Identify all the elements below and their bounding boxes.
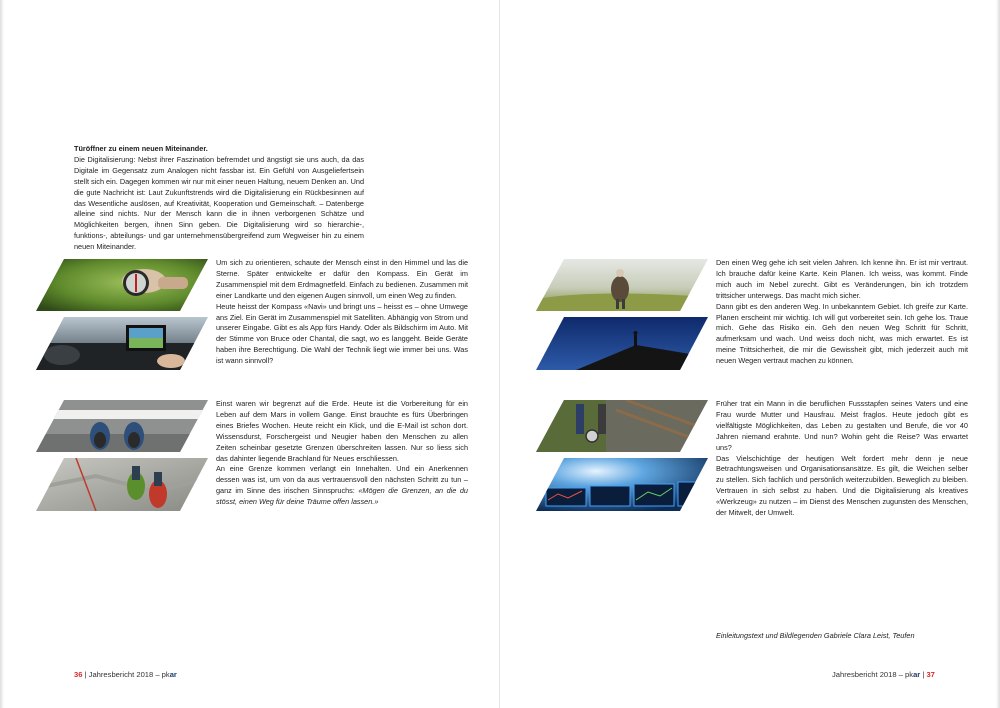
right-block-2-para-2: Das Vielschichtige der heutigen Welt fordert mehr denn je neue Betrachtungsweisen und Organisationsansätze. Es gilt, die Weichen selber zu stellen. Sich fachlich und persönlich weiterzubilden. Beweglich zu bleiben. Vertrauen in sich selbst zu haben. Und die Digitalisierung als kreatives «Werkzeug» zu nutzen – im Dienst des Menschen zugunsten des Menschen, der Mitwelt, der Umwelt. [716, 453, 968, 518]
trading-screens-photo [536, 458, 708, 511]
page-fold [499, 0, 500, 708]
left-block-1-para-2: Heute heisst der Kompass «Navi» und bringt uns – heisst es – ohne Umwege ans Ziel. Ein Gerät im Zusammenspiel mit Satelliten. Abhängig von Strom und unserer Eingabe. Gibt es als App fürs Handy. Oder als Bildschirm im Auto. Mit der Stimme von Bruce oder Chantal, die sagt, wo es langgeht. Beide Geräte haben ihre Berechtigung. Die Wahl der Technik liegt wie immer bei uns. Was ist wann sinnvoll? [216, 301, 468, 366]
railway-tracks-photo [536, 400, 708, 452]
folio-left-text: | Jahresbericht 2018 – pk [82, 670, 170, 679]
image-credit: Einleitungstext und Bildlegenden Gabriele Clara Leist, Teufen [716, 631, 915, 640]
compass-photo [36, 259, 208, 311]
page-number-right: 37 [926, 670, 935, 679]
climbing-shoes-photo [36, 458, 208, 511]
left-block-2-para-2 [216, 464, 468, 508]
right-block-2-para-1: Früher trat ein Mann in die beruflichen Fussstapfen seines Vaters und eine Frau wurde Mutter und Hausfrau. Meist fraglos. Heute jedoch gibt es vielfältigste Möglichkeiten, das Leben zu gestalten und Berufe, die vor 40 Jahren niemand erahnte. Und nun? Wohin geht die Reise? Was erwartet uns? [716, 399, 968, 452]
folio-left-brand-end: ar [169, 670, 177, 679]
right-text-block-2 [716, 399, 968, 519]
shoes-at-line-photo [36, 400, 208, 452]
intro-title: Türöffner zu einem neuen Miteinander. [74, 144, 208, 153]
page-number-left: 36 [74, 670, 83, 679]
right-text-block-1 [716, 258, 968, 367]
right-block-1-para-1: Den einen Weg gehe ich seit vielen Jahren. Ich kenne ihn. Er ist mir vertraut. Ich brauche dafür keine Karte. Kein Planen. Ich weiss, was kommt. Finde mich auch im Nebel zurecht. Gibt es Veränderungen, bin ich trotzdem trittsicher unterwegs. Das macht mich sicher. [716, 258, 968, 300]
intro-body: Die Digitalisierung: Nebst ihrer Faszination befremdet und ängstigt sie uns auch, da das Digitale im Gegensatz zum Analogen nicht fassbar ist. Ein Gefühl von Ausgeliefertsein stellt sich ein. Dagegen kommen wir nur mit einer neuen Haltung, neuem Denken an. Und die gute Nachricht ist: Laut Zukunftstrends wird die Digitalisierung ein Rückbesinnen auf das Wesentliche auslösen, auf Kreativität, Kooperation und Gemeinschaft. – Datenberge alleine sind nichts. Nur der Mensch kann die in ihnen verborgenen Schätze und Möglichkeiten bergen, ihnen Sinn geben. Die Digitalisierung wird so hierarchie-, funktions-, abteilungs- und gar unternehmensübergreifend zum Wegweiser hin zu einem neuen Miteinander. [74, 154, 365, 252]
left-text-block-2 [216, 399, 468, 508]
folio-right [832, 670, 935, 679]
folio-right-brand-end: ar [913, 670, 921, 679]
folio-right-text: Jahresbericht 2018 – pk [832, 670, 914, 679]
hiker-in-fog-photo [536, 259, 708, 311]
intro-block [74, 144, 364, 253]
irish-quote: «Mögen die Grenzen, an die du stösst, einen Weg für deine Träume offen lassen.» [216, 486, 468, 507]
left-block-2-para-2-text: An eine Grenze kommen verlangt ein Innehalten. Und ein Anerkennen dessen was ist, um von da aus vertrauensvoll den nächsten Schritt zu tun – ganz im Sinne des irischen Sinnspruchs: [216, 464, 468, 496]
folio-right-sep: | [920, 670, 927, 679]
page-edge-right [996, 0, 1000, 708]
left-text-block-1 [216, 258, 468, 367]
folio-left [74, 670, 177, 679]
car-navigation-photo [36, 317, 208, 370]
left-block-2-para-1: Einst waren wir begrenzt auf die Erde. Heute ist die Vorbereitung für ein Leben auf dem Mars in vollem Gange. Einst brauchte es fürs Überbringen eines Briefes Wochen. Heute reicht ein Klick, und die E-Mail ist schon dort. Wissensdurst, Forschergeist und Neugier haben den Menschen zu allen Zeiten scheinbar gesetzte Grenzen überschreiten lassen. Nur so liess sich das dahinter liegende Brachland für Neues erschliessen. [216, 399, 468, 463]
left-block-1-para-1: Um sich zu orientieren, schaute der Mensch einst in den Himmel und las die Sterne. Später entwickelte er dafür den Kompass. Ein Gerät im Zusammenspiel mit dem Erdmagnetfeld. Einfach zu bedienen. Zusammen mit einer Landkarte und den eigenen Augen sinnvoll, um einen Weg zu finden. [216, 258, 468, 300]
hiker-silhouette-ridge-photo [536, 317, 708, 370]
page-edge-left [0, 0, 4, 708]
right-block-1-para-2: Dann gibt es den anderen Weg. In unbekanntem Gebiet. Ich greife zur Karte. Planen erscheint mir wichtig. Ich will gut vorbereitet sein. Ich gehe los. Traue mich. Gehe das Risiko ein. Geh den neuen Weg Schritt für Schritt, aufmerksam und wach. Und weiss doch nicht, was mich erwartet. Es ist meine Trittsicherheit, die mir die Gewissheit gibt, mich jederzeit auch mit neuen Wegen vertraut machen zu können. [716, 301, 968, 366]
